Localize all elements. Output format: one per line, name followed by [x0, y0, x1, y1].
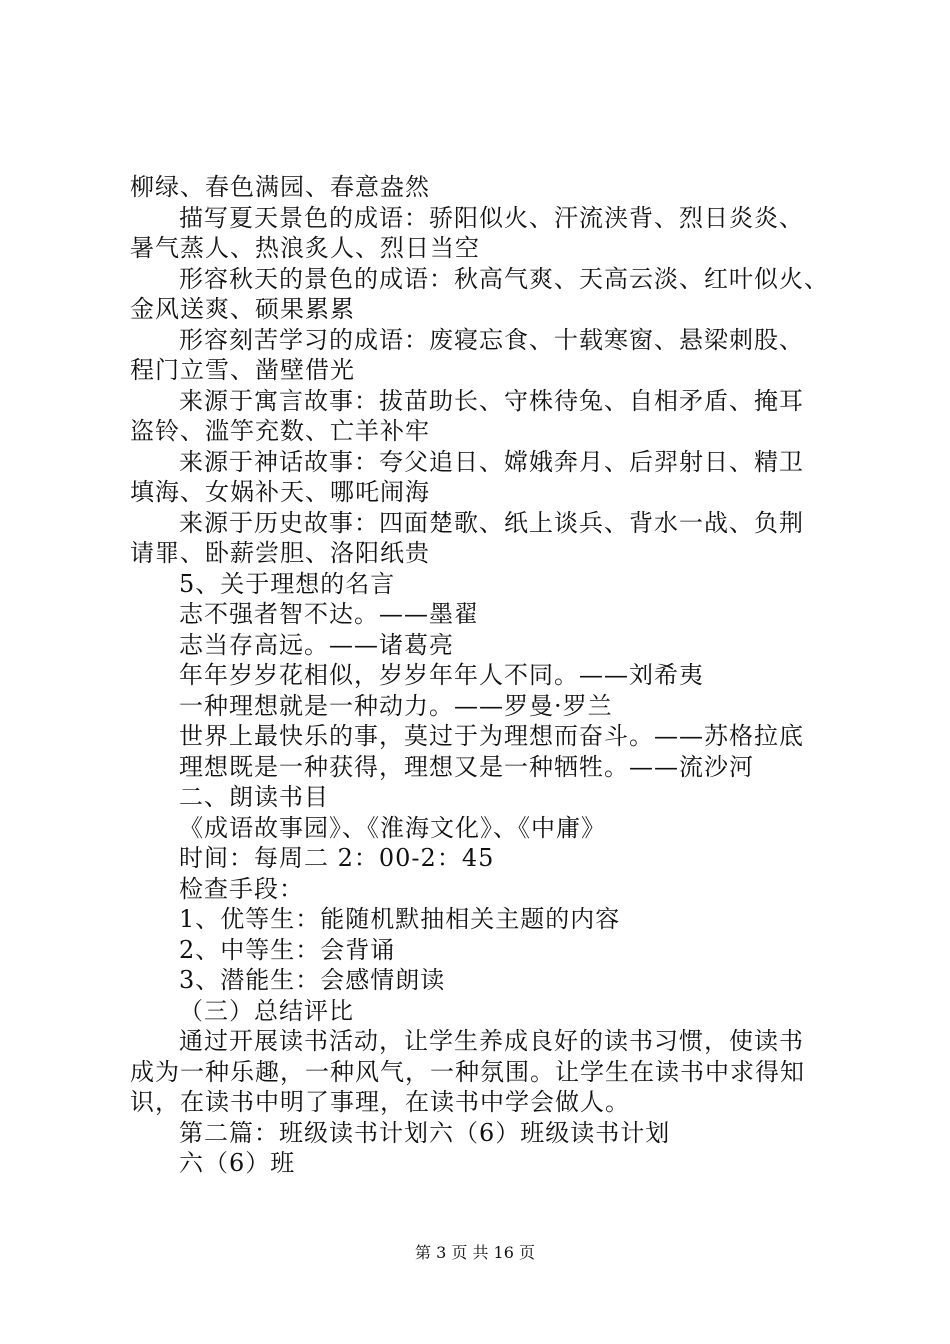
page-footer [0, 1243, 950, 1263]
text-line: 第二篇：班级读书计划六（6）班级读书计划 [179, 1118, 671, 1147]
text-line: 暑气蒸人、热浪炙人、烈日当空 [130, 234, 480, 262]
text-line: 识，在读书中明了事理，在读书中学会做人。 [130, 1088, 630, 1116]
text-line: 时间：每周二 2：00-2：45 [179, 844, 495, 872]
text-line: 盗铃、滥竽充数、亡羊补牢 [130, 417, 430, 445]
text-line: 填海、女娲补天、哪吒闹海 [130, 478, 430, 506]
text-line: 描写夏天景色的成语：骄阳似火、汗流浃背、烈日炎炎、 [179, 203, 804, 232]
document-body [130, 172, 850, 1179]
text-line: 2、中等生：会背诵 [179, 935, 396, 964]
text-line: 志不强者智不达。——墨翟 [179, 600, 479, 628]
text-line: 通过开展读书活动，让学生养成良好的读书习惯，使读书 [179, 1027, 804, 1055]
text-line: 形容刻苦学习的成语：废寝忘食、十载寒窗、悬梁刺股、 [179, 325, 804, 354]
text-line: 来源于历史故事：四面楚歌、纸上谈兵、背水一战、负荆 [179, 508, 804, 537]
text-line: 金风送爽、硕果累累 [130, 295, 355, 323]
text-line: 理想既是一种获得，理想又是一种牺牲。——流沙河 [179, 752, 754, 781]
page-number-label: 第 3 页 共 16 页 [415, 1243, 535, 1262]
text-line: 请罪、卧薪尝胆、洛阳纸贵 [130, 539, 430, 567]
text-line: 来源于神话故事：夸父追日、嫦娥奔月、后羿射日、精卫 [179, 447, 804, 476]
text-line: 志当存高远。——诸葛亮 [179, 630, 454, 659]
text-line: 一种理想就是一种动力。——罗曼·罗兰 [179, 691, 613, 720]
text-line: 《成语故事园》、《淮海文化》、《中庸》 [179, 813, 606, 842]
text-line: （三）总结评比 [179, 996, 354, 1025]
text-line: 柳绿、春色满园、春意盎然 [130, 173, 430, 201]
text-line: 程门立雪、凿壁借光 [130, 356, 355, 384]
text-line: 1、优等生：能随机默抽相关主题的内容 [179, 905, 621, 933]
text-line: 二、朗读书目 [179, 783, 329, 811]
text-line: 形容秋天的景色的成语：秋高气爽、天高云淡、红叶似火、 [179, 264, 829, 293]
text-line: 年年岁岁花相似，岁岁年年人不同。——刘希夷 [179, 661, 704, 689]
text-line: 来源于寓言故事：拔苗助长、守株待兔、自相矛盾、掩耳 [179, 386, 804, 415]
text-line: 3、潜能生：会感情朗读 [179, 966, 446, 994]
text-line: 检查手段： [179, 874, 304, 903]
text-line: 成为一种乐趣，一种风气，一种氛围。让学生在读书中求得知 [130, 1057, 805, 1086]
text-line: 5、关于理想的名言 [179, 569, 396, 598]
text-line: 六（6）班 [179, 1149, 296, 1177]
text-line: 世界上最快乐的事，莫过于为理想而奋斗。——苏格拉底 [179, 722, 804, 750]
